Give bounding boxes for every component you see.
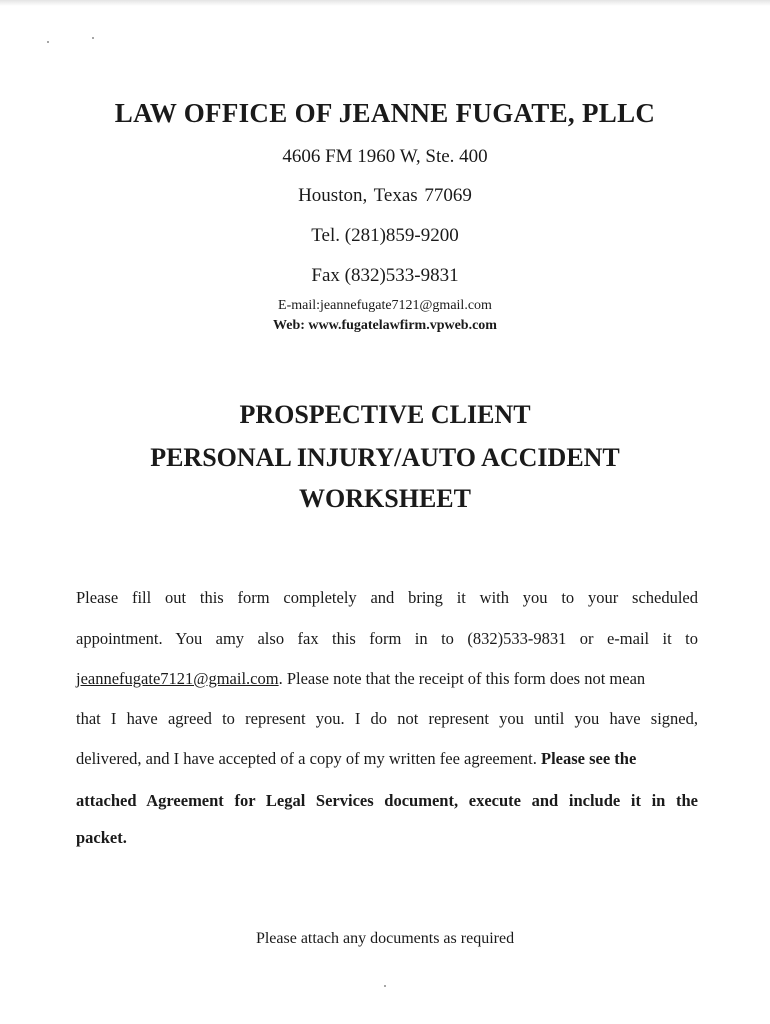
- title-line-2: PERSONAL INJURY/AUTO ACCIDENT: [150, 443, 620, 472]
- scan-edge: [0, 0, 770, 6]
- paragraph-line: attached Agreement for Legal Services document, execute and include it in the: [76, 791, 698, 810]
- scan-speck: [384, 985, 386, 987]
- title-line-3: WORKSHEET: [299, 484, 471, 513]
- tel-line: Tel. (281)859-9200: [311, 225, 459, 246]
- paragraph-line: [76, 669, 698, 689]
- paragraph-line: that I have agreed to represent you. I do not represent you until you have signed,: [76, 709, 698, 728]
- firm-name: LAW OFFICE OF JEANNE FUGATE, PLLC: [114, 98, 656, 128]
- email-line: E-mail:jeannefugate7121@gmail.com: [278, 298, 492, 313]
- paragraph-line: appointment. You amy also fax this form in to (832)533-9831 or e-mail it to: [76, 629, 698, 648]
- title-line-1: PROSPECTIVE CLIENT: [239, 400, 531, 429]
- paragraph-text: delivered, and I have accepted of a copy of my written fee agreement.: [76, 749, 541, 768]
- footer-note: Please attach any documents as required: [255, 930, 515, 947]
- paragraph-text: . Please note that the receipt of this form does not mean: [278, 669, 646, 688]
- web-line: Web: www.fugatelawfirm.vpweb.com: [273, 318, 497, 333]
- paragraph-bold-text: Please see the: [540, 749, 637, 768]
- city-line: Houston, Texas 77069: [298, 185, 472, 206]
- scan-speck: [92, 37, 94, 39]
- fax-line: Fax (832)533-9831: [311, 265, 459, 286]
- paragraph-line: Please fill out this form completely and bring it with you to your scheduled: [76, 588, 698, 607]
- email-link[interactable]: jeannefugate7121@gmail.com: [76, 669, 279, 688]
- paragraph-line: [76, 749, 698, 769]
- address-line: 4606 FM 1960 W, Ste. 400: [282, 146, 488, 167]
- paragraph-line: packet.: [76, 828, 127, 847]
- scan-speck: [47, 41, 49, 43]
